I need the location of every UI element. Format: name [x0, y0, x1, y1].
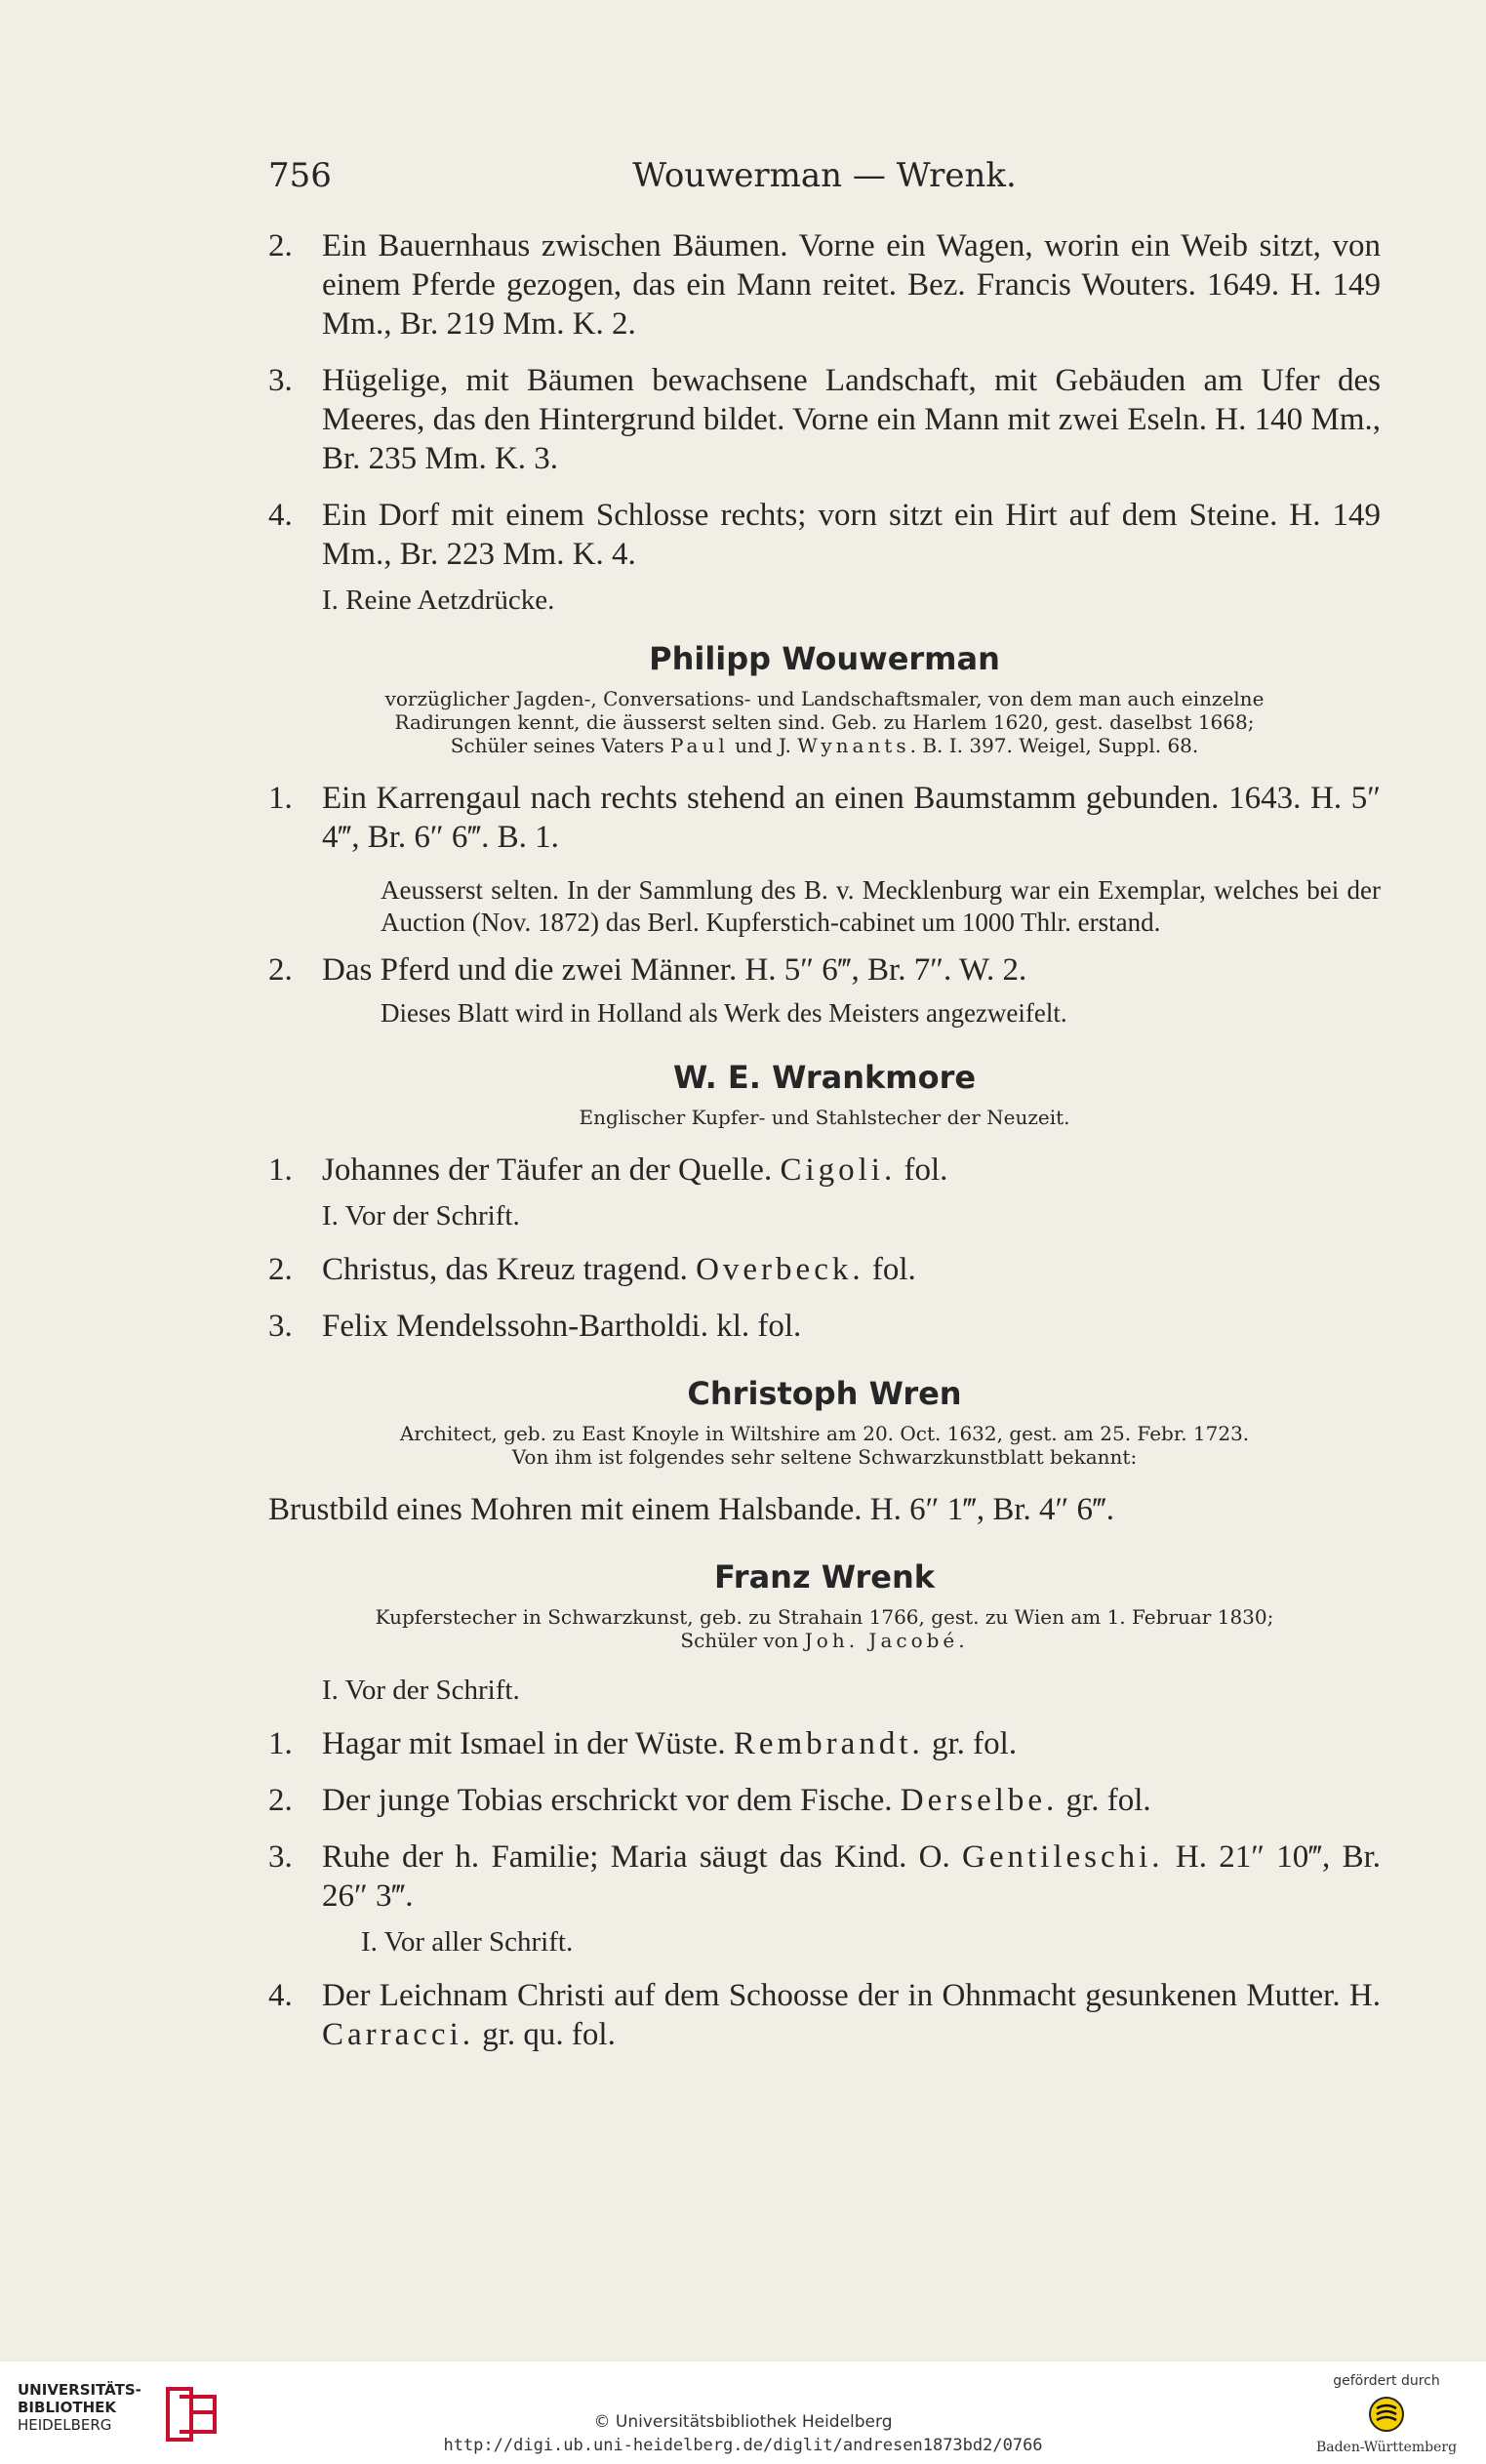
bio-text: Schüler seines Vaters — [450, 734, 664, 757]
entry-number: 2. — [268, 1252, 293, 1287]
coat-of-arms-icon — [1367, 2395, 1406, 2434]
entry-artist: Derselbe. — [900, 1783, 1059, 1818]
permalink[interactable]: http://digi.ub.uni-heidelberg.de/diglit/andresen1873bd2/0766 — [443, 2436, 1043, 2455]
entry-artist: Overbeck. — [696, 1252, 864, 1287]
running-title: Wouwerman — Wrenk. — [632, 156, 1017, 195]
bio-line: Radirungen kennt, die äusserst selten sind. Geb. zu Harlem 1620, gest. daselbst 1668; — [394, 710, 1255, 734]
entry-title: Johannes der Täufer an der Quelle. — [322, 1152, 773, 1188]
bio-text: Schüler von — [680, 1629, 799, 1652]
state-note: I. Vor aller Schrift. — [361, 1926, 574, 1958]
entry-text: Ein Dorf mit einem Schlosse rechts; vorn sitzt ein Hirt auf dem Steine. H. 149 Mm., Br. 223 Mm. K. 4. — [322, 498, 1381, 572]
entry-text: Ein Karrengaul nach rechts stehend an einen Baumstamm gebunden. 1643. H. 5″ 4‴, Br. 6″ 6‴. B. 1. — [322, 781, 1381, 855]
entry-number: 4. — [268, 498, 293, 533]
catalog-entry — [268, 1781, 1381, 1820]
entry-number: 3. — [268, 1839, 293, 1875]
catalog-entry — [268, 1307, 1381, 1346]
artist-heading: Philipp Wouwerman — [649, 640, 1000, 677]
entry-text — [322, 1781, 1381, 1820]
bio-name: Wynants — [797, 734, 910, 757]
bio-line: Von ihm ist folgendes sehr seltene Schwarzkunstblatt bekannt: — [511, 1445, 1138, 1469]
entry-title: Der Leichnam Christi auf dem Schoosse der in Ohnmacht gesunkenen Mutter. H. — [322, 1978, 1381, 2013]
entry-format: gr. fol. — [1065, 1783, 1151, 1818]
catalog-entry — [268, 1838, 1381, 1916]
entry-artist: Carracci. — [322, 2017, 474, 2052]
state-note: I. Vor der Schrift. — [322, 1675, 520, 1706]
entry-format: gr. fol. — [932, 1726, 1018, 1761]
catalog-entry — [268, 1976, 1381, 2054]
artist-bio — [288, 687, 1361, 757]
entry-title: Ruhe der h. Familie; Maria säugt das Kind. O. — [322, 1839, 950, 1875]
bio-line: Englischer Kupfer- und Stahlstecher der Neuzeit. — [579, 1106, 1070, 1129]
catalog-entry: Brustbild eines Mohren mit einem Halsbande. H. 6″ 1‴, Br. 4″ 6‴. — [268, 1492, 1115, 1527]
artist-heading: Franz Wrenk — [713, 1558, 935, 1596]
entry-title: Christus, das Kreuz tragend. — [322, 1252, 688, 1287]
entry-number: 2. — [268, 1783, 293, 1818]
page-header — [268, 156, 1381, 199]
artist-heading: Christoph Wren — [687, 1375, 962, 1412]
artist-bio — [288, 1605, 1361, 1652]
entry-number: 2. — [268, 952, 293, 988]
entry-artist: Gentileschi. — [962, 1839, 1164, 1875]
funded-by-label: gefördert durch — [1333, 2373, 1440, 2389]
artist-bio — [288, 1106, 1361, 1129]
bio-name: Joh. Jacobé. — [804, 1629, 969, 1652]
entry-text: Das Pferd und die zwei Männer. H. 5″ 6‴, Br. 7″. W. 2. — [322, 952, 1027, 988]
artist-heading: W. E. Wrankmore — [672, 1059, 977, 1096]
logo-text: UNIVERSITÄTS- — [18, 2381, 141, 2399]
bio-line — [288, 1629, 1361, 1652]
artist-bio — [288, 1422, 1361, 1469]
entry-dimensions: H. 21″ 10‴, Br. 26″ 3‴. — [322, 1839, 1382, 1914]
entry-number: 4. — [268, 1978, 293, 2013]
entry-text — [322, 1724, 1381, 1763]
entry-text — [322, 1151, 1381, 1190]
entry-number: 3. — [268, 363, 293, 398]
catalog-entry — [268, 1151, 1381, 1190]
entry-number: 1. — [268, 1726, 293, 1761]
entry-number: 2. — [268, 228, 293, 263]
catalog-entry — [268, 1724, 1381, 1763]
entry-note: Aeusserst selten. In der Sammlung des B. v. Mecklenburg war ein Exemplar, welches bei der Auction (Nov. 1872) das Berl. Kupferstich-cabinet um 1000 Thlr. erstand. — [381, 875, 1381, 937]
entry-format: gr. qu. fol. — [482, 2017, 616, 2052]
bio-line: vorzüglicher Jagden-, Conversations- und Landschaftsmaler, von dem man auch einzelne — [384, 687, 1265, 710]
entry-text — [322, 1838, 1381, 1916]
entry-title: Hagar mit Ismael in der Wüste. — [322, 1726, 726, 1761]
bio-line — [288, 734, 1361, 757]
entry-artist: Rembrandt. — [733, 1726, 924, 1761]
bio-text: . B. I. 397. Weigel, Suppl. 68. — [909, 734, 1199, 757]
page-content — [268, 226, 1381, 2072]
bio-name: Paul — [669, 734, 729, 757]
entry-text: Felix Mendelssohn-Bartholdi. kl. fol. — [322, 1309, 802, 1344]
bio-line: Architect, geb. zu East Knoyle in Wiltshire am 20. Oct. 1632, gest. am 25. Febr. 1723. — [399, 1422, 1250, 1445]
viewer-footer — [0, 2362, 1486, 2464]
funder-block — [1308, 2373, 1465, 2455]
catalog-entry — [268, 1250, 1381, 1289]
entry-title: Der junge Tobias erschrickt vor dem Fische. — [322, 1783, 893, 1818]
entry-number: 3. — [268, 1309, 293, 1344]
entry-text — [322, 1976, 1381, 2054]
entry-format: fol. — [871, 1252, 916, 1287]
entry-note: Dieses Blatt wird in Holland als Werk des Meisters angezweifelt. — [381, 998, 1067, 1028]
catalog-entry — [268, 496, 1381, 574]
copyright-notice: © Universitätsbibliothek Heidelberg — [593, 2412, 893, 2432]
catalog-entry — [268, 361, 1381, 478]
catalog-entry — [268, 950, 1381, 990]
entry-number: 1. — [268, 1152, 293, 1188]
entry-text — [322, 1250, 1381, 1289]
catalog-entry — [268, 226, 1381, 343]
state-note: I. Vor der Schrift. — [322, 1200, 520, 1232]
page-number: 756 — [268, 156, 332, 195]
entry-artist: Cigoli. — [780, 1152, 897, 1188]
bio-text: und J. — [735, 734, 791, 757]
entry-format: fol. — [904, 1152, 948, 1188]
logo-text: HEIDELBERG — [18, 2416, 112, 2434]
entry-number: 1. — [268, 781, 293, 816]
bio-line: Kupferstecher in Schwarzkunst, geb. zu Strahain 1766, gest. zu Wien am 1. Februar 1830; — [375, 1605, 1274, 1629]
logo-text: BIBLIOTHEK — [18, 2399, 116, 2416]
catalog-entry — [268, 779, 1381, 857]
entry-text: Hügelige, mit Bäumen bewachsene Landschaft, mit Gebäuden am Ufer des Meeres, das den Hintergrund bildet. Vorne ein Mann mit zwei Eseln. H. 140 Mm., Br. 235 Mm. K. 3. — [322, 363, 1381, 476]
funder-name: Baden-Württemberg — [1315, 2440, 1458, 2455]
state-note: I. Reine Aetzdrücke. — [322, 585, 555, 616]
entry-text: Ein Bauernhaus zwischen Bäumen. Vorne ein Wagen, worin ein Weib sitzt, von einem Pferde gezogen, das ein Mann reitet. Bez. Francis Wouters. 1649. H. 149 Mm., Br. 219 Mm. K. 2. — [322, 228, 1381, 342]
